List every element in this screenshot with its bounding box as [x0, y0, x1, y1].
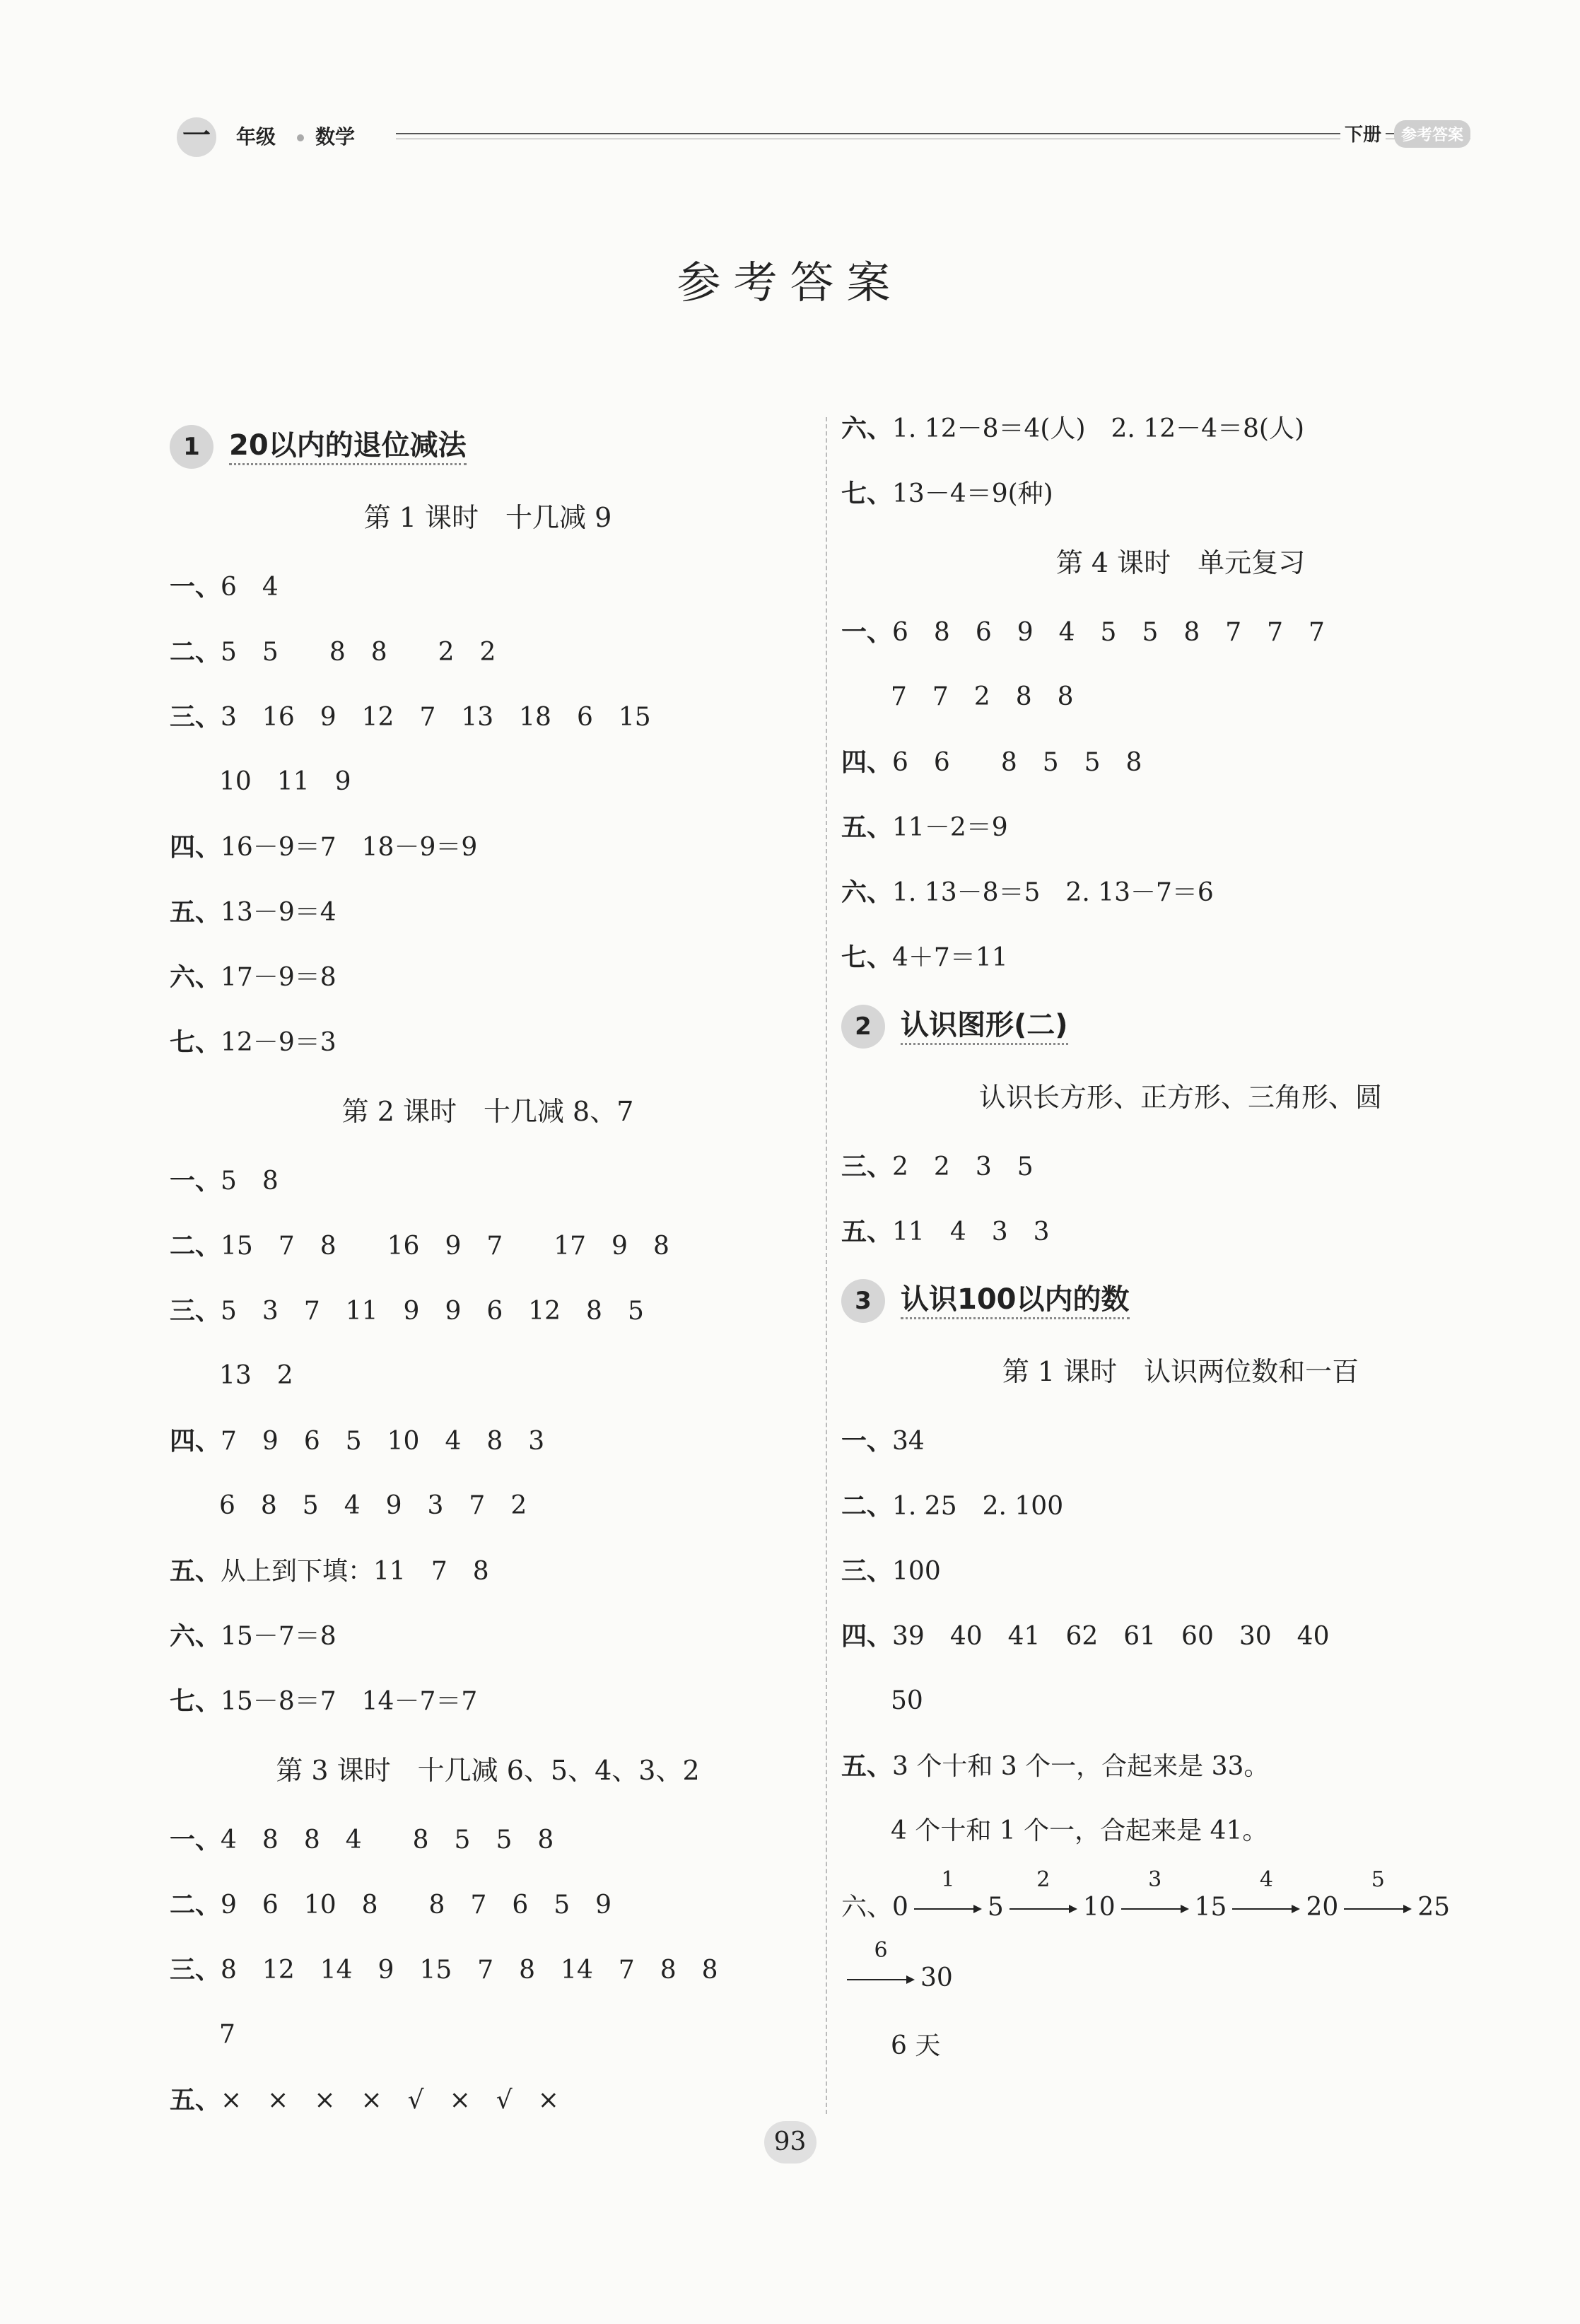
header-rule: [396, 133, 1470, 134]
answer-text: 从上到下填：11 7 8: [221, 1557, 489, 1586]
arrow-icon: [914, 1867, 982, 1923]
arrow-label: 5: [1371, 1867, 1385, 1892]
arrow-icon: [1010, 1867, 1077, 1923]
question-number: 一、: [841, 617, 893, 647]
answer-text: 4 8 8 4 8 5 5 8: [221, 1826, 554, 1855]
arrow-label: 6: [874, 1938, 888, 1963]
question-number: 二、: [170, 1231, 221, 1261]
answer-text: 3 16 9 12 7 13 18 6 15: [221, 703, 651, 732]
question-number: 五、: [841, 812, 893, 842]
page-header: [177, 113, 1470, 163]
answer-row: [170, 619, 806, 684]
arrow-label: 1: [941, 1867, 955, 1892]
answer-text: 13－4＝9(种): [892, 479, 1053, 508]
answer-row: [841, 730, 1520, 795]
answer-text: 6 天: [891, 2031, 941, 2060]
answer-text: 7: [219, 2020, 235, 2049]
answer-text: 4 个十和 1 个一，合起来是 41。: [891, 1816, 1268, 1845]
answer-text: 2 2 3 5: [892, 1152, 1034, 1181]
question-number: 二、: [170, 1890, 221, 1920]
answer-text: 10 11 9: [219, 767, 351, 796]
question-number: 一、: [170, 1825, 221, 1855]
question-number: 二、: [841, 1491, 893, 1521]
answer-row: [170, 1538, 806, 1604]
question-number: 六、: [170, 962, 221, 992]
answer-row: [841, 1473, 1520, 1538]
right-column: [841, 396, 1520, 2079]
question-number: 三、: [170, 1955, 221, 1985]
question-number: 三、: [170, 702, 221, 732]
answer-row: [170, 880, 806, 945]
answer-list: [170, 554, 806, 1075]
answer-text: 5 5 8 8 2 2: [221, 638, 496, 667]
answer-text: 39 40 41 62 61 60 30 40: [892, 1622, 1330, 1651]
answer-row: [841, 600, 1520, 665]
answer-row: [841, 1538, 1520, 1604]
unit-number: 2: [841, 1005, 885, 1049]
unit-name: 认识图形(二): [901, 1009, 1068, 1045]
answer-text: 50: [891, 1686, 923, 1715]
answer-text: 13 2: [219, 1361, 293, 1390]
answer-row: [170, 1669, 806, 1734]
page-number: [0, 2121, 1580, 2164]
left-column: [170, 410, 806, 2132]
answer-text: 13－9＝4: [221, 898, 337, 927]
answer-row: [170, 684, 806, 749]
unit-heading-1: [170, 410, 806, 481]
answer-text: 7 7 2 8 8: [891, 682, 1074, 711]
question-number: 一、: [841, 1426, 893, 1456]
answer-text: 11－2＝9: [892, 813, 1008, 842]
chain-value: 20: [1306, 1893, 1339, 1922]
volume-label: 下册: [1340, 120, 1386, 146]
question-number: 三、: [841, 1556, 893, 1586]
question-number: 四、: [841, 1621, 893, 1651]
answer-text: 6 4: [221, 573, 279, 602]
arrow-chain-continued: [841, 1938, 1520, 2014]
chain-value: 10: [1082, 1893, 1116, 1922]
answer-row: [841, 1604, 1520, 1669]
answer-text: 1. 12－8＝4(人) 2. 12－4＝8(人): [892, 414, 1305, 443]
question-number: 五、: [170, 897, 221, 927]
page-number-text: 93: [764, 2121, 817, 2164]
answer-text: 12－9＝3: [221, 1028, 337, 1057]
unit-heading-2: [841, 990, 1520, 1061]
subject-label: 数学: [315, 125, 356, 148]
answer-list: [841, 1134, 1520, 1264]
arrow-icon: [1232, 1867, 1300, 1923]
unit-heading-3: [841, 1264, 1520, 1335]
answer-text: 3 个十和 3 个一，合起来是 33。: [892, 1752, 1270, 1781]
answer-row: [841, 1199, 1520, 1264]
question-number: 五、: [841, 1751, 893, 1781]
question-number: 七、: [841, 942, 893, 972]
question-number: 七、: [170, 1686, 221, 1716]
lesson-heading: 认识长方形、正方形、三角形、圆: [978, 1082, 1382, 1113]
question-number: 四、: [170, 1426, 221, 1456]
question-number: 七、: [170, 1027, 221, 1057]
answer-text: 1. 13－8＝5 2. 13－7＝6: [892, 878, 1214, 907]
lesson-heading: 第 3 课时 十几减 6、5、4、3、2: [276, 1755, 700, 1786]
answer-row: [841, 1799, 1520, 1864]
answer-row: [170, 814, 806, 880]
answer-text: 100: [892, 1557, 941, 1586]
question-number: 一、: [170, 572, 221, 602]
question-number: 六、: [841, 877, 893, 907]
answer-text: 15－7＝8: [221, 1622, 337, 1651]
answer-row: [170, 1408, 806, 1473]
lesson-heading: 第 2 课时 十几减 8、7: [341, 1096, 634, 1127]
answer-row: [170, 945, 806, 1010]
answer-text: 6 8 6 9 4 5 5 8 7 7 7: [892, 618, 1325, 647]
answer-row: [841, 860, 1520, 925]
question-number: 五、: [170, 1556, 221, 1586]
answer-row: [841, 461, 1520, 526]
answer-text: 4＋7＝11: [892, 943, 1008, 972]
unit-name: 20以内的退位减法: [229, 429, 467, 465]
answer-text: 11 4 3 3: [892, 1218, 1050, 1246]
chain-value: 15: [1194, 1893, 1227, 1922]
lesson-heading: 第 1 课时 认识两位数和一百: [1002, 1356, 1359, 1387]
answer-row: [170, 554, 806, 619]
chain-value: 5: [987, 1893, 1004, 1922]
answer-row: [170, 2002, 806, 2067]
arrow-label: 4: [1259, 1867, 1273, 1892]
question-number: 七、: [841, 479, 893, 508]
answer-row: [170, 1343, 806, 1408]
answer-text: 6 8 5 4 9 3 7 2: [219, 1491, 527, 1520]
answer-row: [170, 1213, 806, 1278]
arrow-icon: [847, 1938, 915, 1994]
answer-list: [841, 396, 1520, 526]
arrow-label: 2: [1036, 1867, 1051, 1892]
answer-text: 15 7 8 16 9 7 17 9 8: [221, 1232, 669, 1261]
chain-value: 30: [920, 1963, 953, 1992]
chain-value: 25: [1417, 1893, 1451, 1922]
lesson-heading: 第 1 课时 十几减 9: [363, 502, 612, 533]
answer-row: [841, 396, 1520, 461]
question-number: 五、: [841, 1217, 893, 1246]
answer-row: [170, 1473, 806, 1538]
answer-row: [841, 2014, 1520, 2079]
question-number: 五、: [170, 2085, 221, 2115]
answer-list: [170, 1807, 806, 2132]
answer-row: [841, 665, 1520, 730]
dot-icon: [297, 134, 304, 141]
grade-badge: 一: [177, 117, 216, 157]
question-number: 四、: [170, 832, 221, 862]
answer-text: 9 6 10 8 8 7 6 5 9: [221, 1891, 612, 1920]
answer-row: [170, 1872, 806, 1937]
answer-text: 5 8: [221, 1167, 279, 1196]
question-number: 六、: [841, 1893, 893, 1922]
unit-name: 认识100以内的数: [901, 1283, 1130, 1319]
unit-number: 3: [841, 1279, 885, 1323]
answer-text: 34: [892, 1427, 925, 1456]
answer-text: 15－8＝7 14－7＝7: [221, 1687, 478, 1716]
arrow-icon: [1121, 1867, 1189, 1923]
answer-text: × × × × √ × √ ×: [221, 2086, 559, 2115]
question-number: 三、: [841, 1152, 893, 1181]
question-number: 一、: [170, 1166, 221, 1196]
answer-row: [170, 1010, 806, 1075]
answer-text: 6 6 8 5 5 8: [892, 748, 1142, 777]
answer-text: 16－9＝7 18－9＝9: [221, 833, 478, 862]
answer-row: [170, 1148, 806, 1213]
answer-text: 8 12 14 9 15 7 8 14 7 8 8: [221, 1956, 718, 1985]
chain-value: 0: [892, 1893, 908, 1922]
answer-list: [170, 1148, 806, 1734]
answer-row: [841, 1134, 1520, 1199]
answer-text: 17－9＝8: [221, 963, 337, 992]
column-divider: [826, 417, 827, 2114]
question-number: 三、: [170, 1296, 221, 1326]
question-number: 二、: [170, 637, 221, 667]
question-number: 六、: [841, 414, 893, 443]
grade-label: 年级: [236, 125, 276, 148]
answer-text: 1. 25 2. 100: [892, 1492, 1064, 1521]
page-title: 参考答案: [677, 257, 903, 308]
answer-badge: 参考答案: [1394, 120, 1470, 148]
answer-row: [170, 1937, 806, 2002]
answer-row: [170, 749, 806, 814]
question-number: 四、: [841, 747, 893, 777]
answer-row: [841, 1669, 1520, 1734]
answer-text: 5 3 7 11 9 9 6 12 8 5: [221, 1297, 644, 1326]
arrow-icon: [1344, 1867, 1412, 1923]
arrow-chain: [841, 1867, 1520, 1943]
answer-list: [841, 600, 1520, 990]
answer-text: 7 9 6 5 10 4 8 3: [221, 1427, 545, 1456]
answer-row: [841, 1734, 1520, 1799]
answer-row: [841, 925, 1520, 990]
answer-list: [841, 1408, 1520, 1864]
answer-row: [170, 1278, 806, 1343]
answer-row: [170, 1807, 806, 1872]
arrow-label: 3: [1148, 1867, 1162, 1892]
question-number: 六、: [170, 1621, 221, 1651]
answer-row: [841, 795, 1520, 860]
unit-number: 1: [170, 425, 213, 469]
answer-row: [170, 1604, 806, 1669]
lesson-heading: 第 4 课时 单元复习: [1055, 547, 1306, 578]
answer-row: [841, 1408, 1520, 1473]
